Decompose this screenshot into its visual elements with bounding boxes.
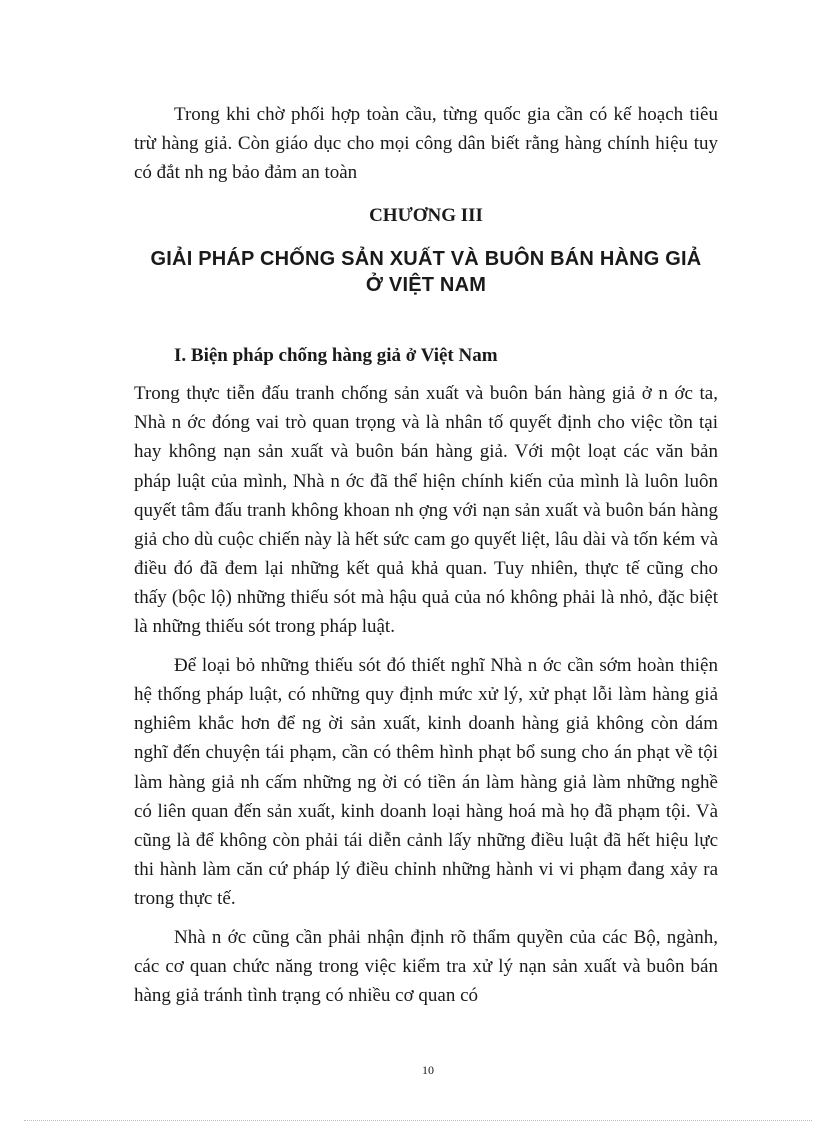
page-number: 10 [422,1063,434,1077]
intro-paragraph: Trong khi chờ phối hợp toàn cầu, từng quốc gia cần có kế hoạch tiêu trừ hàng giả. Còn giáo dục cho mọi công dân biết rằng hàng chính hiệu tuy có đắt nh ng bảo đảm an toàn [134,104,718,184]
chapter-title-line-2: Ở VIỆT NAM [365,274,487,297]
chapter-title-line-1: GIẢI PHÁP CHỐNG SẢN XUẤT VÀ BUÔN BÁN HÀNG GIẢ [150,248,702,271]
footer-divider [24,1120,812,1121]
chapter-number: CHƯƠNG III [369,205,483,227]
page-content [134,100,718,1010]
body-paragraph-1: Trong thực tiễn đấu tranh chống sản xuất và buôn bán hàng giả ở n ớc ta, Nhà n ớc đóng vai trò quan trọng và là nhân tố quyết định cho việc tồn tại hay không nạn sản xuất và buôn bán hàng giả. Với một loạt các văn bản pháp luật của mình, Nhà n ớc đã thể hiện chính kiến của mình là luôn luôn quyết tâm đấu tranh không khoan nh ợng với nạn sản xuất và buôn bán hàng giả cho dù cuộc chiến này là hết sức cam go quyết liệt, lâu dài và tốn kém và điều đó đã đem lại những kết quả khả quan. Tuy nhiên, thực tế cũng cho thấy (bộc lộ) những thiếu sót mà hậu quả của nó không phải là nhỏ, đặc biệt là những thiếu sót trong pháp luật. [134,383,718,638]
body-paragraph-2: Để loại bỏ những thiếu sót đó thiết nghĩ Nhà n ớc cần sớm hoàn thiện hệ thống pháp luật, có những quy định mức xử lý, xử phạt lỗi làm hàng giả nghiêm khắc hơn để ng ời sản xuất, kinh doanh hàng giả không còn dám nghĩ đến chuyện tái phạm, cần có thêm hình phạt bổ sung cho án phạt về tội làm hàng giả nh cấm những ng ời có tiền án làm hàng giả làm những nghề có liên quan đến sản xuất, kinh doanh loại hàng hoá mà họ đã phạm tội. Và cũng là để không còn phải tái diễn cảnh lấy những điều luật đã hết hiệu lực thi hành làm căn cứ pháp lý điều chỉnh những hành vi vi phạm đang xảy ra trong thực tế. [134,655,718,909]
section-heading: I. Biện pháp chống hàng giả ở Việt Nam [174,345,498,367]
body-paragraph-3: Nhà n ớc cũng cần phải nhận định rõ thẩm quyền của các Bộ, ngành, các cơ quan chức năng trong việc kiểm tra xử lý nạn sản xuất và buôn bán hàng giả tránh tình trạng có nhiều cơ quan có [134,926,718,1007]
chapter-title [134,246,718,298]
